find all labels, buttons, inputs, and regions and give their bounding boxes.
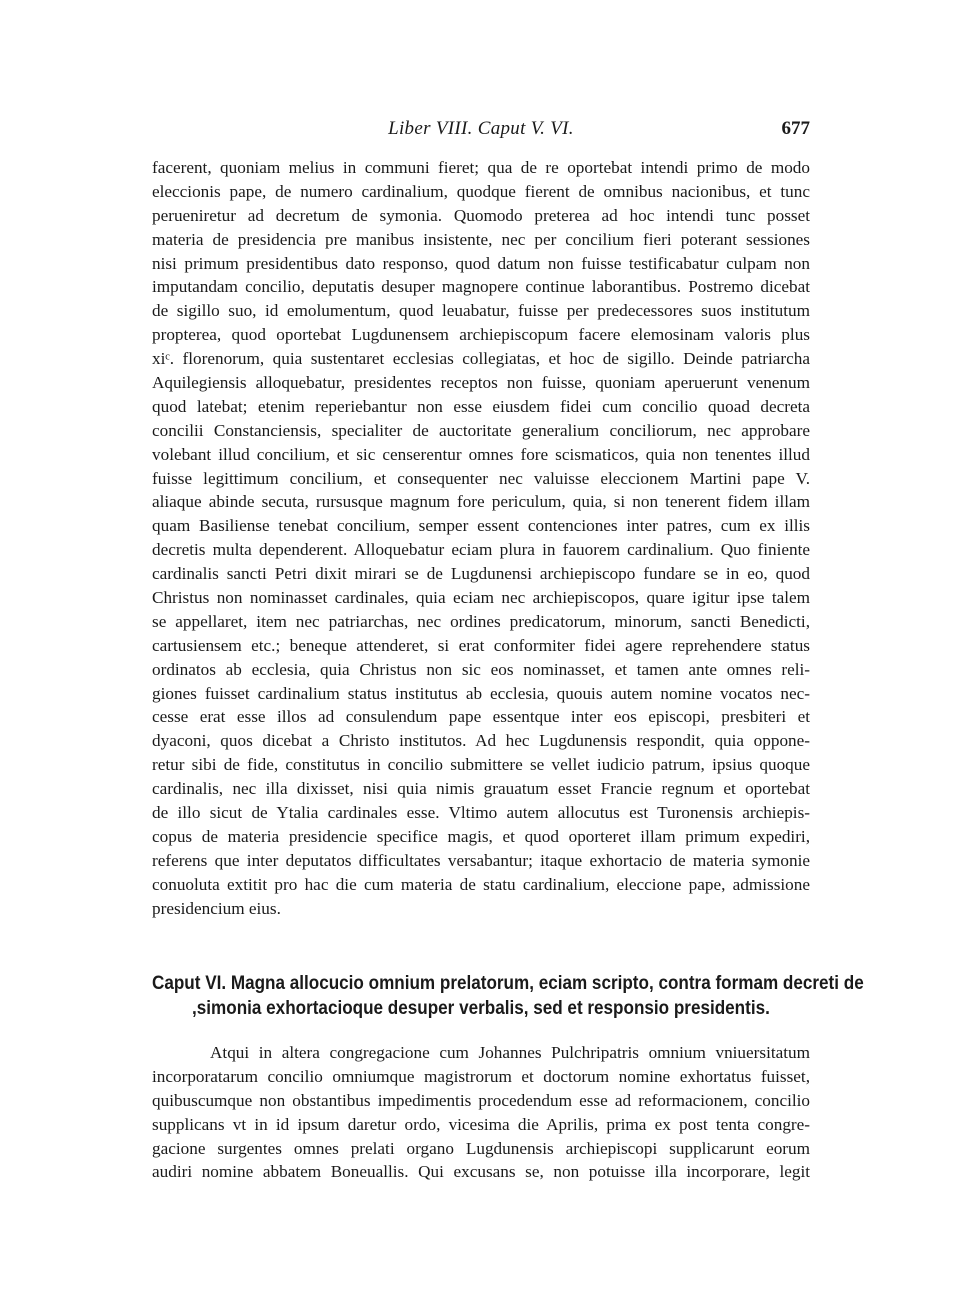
text-line: fuisse legittimum concilium, et consequenter nec valuisse eleccionem Martini pape V.	[152, 468, 810, 488]
text-line: presidencium eius.	[152, 898, 281, 918]
page-number: 677	[781, 118, 810, 139]
text-line: concilii Constanciensis, specialiter de auctoritate generalium conciliorum, nec approbare	[152, 420, 810, 440]
text-line: quod latebat; etenim reperiebantur non esse eiusdem fidei cum concilio quoad decreta	[152, 396, 810, 416]
text-line: facerent, quoniam melius in communi fieret; qua de re oportebat intendi primo de modo	[152, 158, 810, 177]
running-head	[152, 118, 810, 144]
text-line: perueniretur ad decretum de symonia. Quomodo preterea ad hoc intendi tunc posset	[152, 205, 810, 225]
text-line: Aquilegiensis alloquebatur, presidentes receptos non fuisse, quoniam aperuerunt venenum	[152, 373, 810, 393]
text-line: Atqui in altera congregacione cum Johannes Pulchripatris omnium vniuersitatum	[210, 1043, 810, 1062]
text-line: aliaque abinde secuta, rursusque magnum fore periculum, quia, si non tenerent fidem illam	[152, 492, 810, 512]
text-line: dyaconi, quos dicebat a Christo institutos. Ad hec Lugdunensis respondit, quia oppone-	[152, 731, 810, 751]
text-line: ordinatos ab ecclesia, quia Christus non sic eos nominasset, et tamen ante omnes reli-	[152, 659, 810, 679]
text-line: cartusiensem etc.; beneque attenderet, si erat conformiter fidei agere reprehendere status	[152, 635, 810, 655]
text-line: referens que inter deputatos difficultates versabantur; itaque exhortacio de materia symonie	[152, 850, 810, 870]
text-line: incorporatarum concilio omniumque magistrorum et doctorum nomine exhortatus fuisset,	[152, 1066, 810, 1086]
text-line: copus de materia presidencie specifice magis, et quod oporteret illam primum expediri,	[152, 826, 810, 846]
text-line: giones fuisset cardinalium status institutus ab ecclesia, quouis autem nomine vocatos nec-	[152, 683, 810, 703]
text-line: supplicans vt in id ipsum daretur ordo, vicesima die Aprilis, prima ex post tenta congre-	[152, 1114, 810, 1134]
text-line: nisi primum presidentibus dato responso, quod datum non fuisse testificabatur culpam non	[152, 253, 810, 273]
paragraph-2	[152, 1041, 810, 1184]
text-line: quibuscumque non obstantibus impedimentis procedendum esse ad reformacionem, concilio	[152, 1090, 810, 1110]
chapter-heading-line-2: ,simonia exhortacioque desuper verbalis, sed et responsio presidentis.	[192, 998, 770, 1019]
text-line: de sigillo suo, id emolumentum, quod leuabatur, fuisse per predecessores suos institutum	[152, 301, 810, 321]
text-line: gacione surgentes omnes prelati organo Lugdunensis archiepiscopi supplicarunt eorum	[152, 1138, 810, 1158]
text-line: audiri nomine abbatem Boneuallis. Qui excusans se, non potuisse illa incorporare, legit	[152, 1162, 810, 1182]
text-line: eleccionis pape, de numero cardinalium, quodque fierent de omnibus nacionibus, et tunc	[152, 181, 810, 201]
text-line: materia de presidencia pre manibus insistente, nec per concilium fieri poterant sessiones	[152, 229, 810, 249]
text-line: de illo sicut de Ytalia cardinales esse. Vltimo autem allocutus est Turonensis archiepis-	[152, 803, 810, 823]
text-line: propterea, quod oportebat Lugdunensem archiepiscopum facere elemosinam valoris plus	[152, 325, 810, 345]
text-line: Christus non nominasset cardinales, quia eciam nec archiepiscopos, quare igitur ipse talem	[152, 588, 810, 608]
text-line: cardinalis sancti Petri dixit mirari se de Lugdunensi archiepiscopo fundare se in eo, quod	[152, 564, 810, 584]
text-line: quam Basiliense tenebat concilium, semper essent contenciones inter patres, cum ex illis	[152, 516, 810, 536]
text-line: retur sibi de fide, constitutus in concilio submittere se vellet iudicio patrum, ipsius quoque	[152, 755, 810, 775]
text-line: volebant illud concilium, et sic censerentur omnes fore scismaticos, quia non tenentes illud	[152, 444, 810, 464]
text-line: conuoluta extitit pro hac die cum materia de statu cardinalium, eleccione pape, admissione	[152, 874, 810, 894]
text-line: se appellaret, item nec patriarchas, nec ordines predicatorum, minorum, sancti Benedicti,	[152, 611, 810, 631]
text-line: cardinalis, nec illa dixisset, nisi quia nimis grauatum esset Francie regnum et oportebat	[152, 779, 810, 799]
chapter-heading-line-1: Caput VI. Magna allocucio omnium prelatorum, eciam scripto, contra formam decreti de	[152, 973, 864, 994]
running-title: Liber VIII. Caput V. VI.	[388, 118, 574, 139]
text-line: decretis multa dependerent. Alloquebatur eciam plura in fauorem cardinalium. Quo finiente	[152, 540, 810, 560]
paragraph-1	[152, 156, 810, 921]
chapter-heading	[152, 971, 864, 1021]
text-line: xiᶜ. florenorum, quia sustentaret ecclesias collegiatas, et hoc de sigillo. Deinde patriarcha	[152, 349, 810, 369]
text-line: imputandam concilio, deputatis desuper magnopere continue laborantibus. Postremo dicebat	[152, 277, 810, 297]
text-line: cesse erat esse illos ad consulendum pape essentque inter eos episcopi, presbiteri et	[152, 707, 810, 727]
